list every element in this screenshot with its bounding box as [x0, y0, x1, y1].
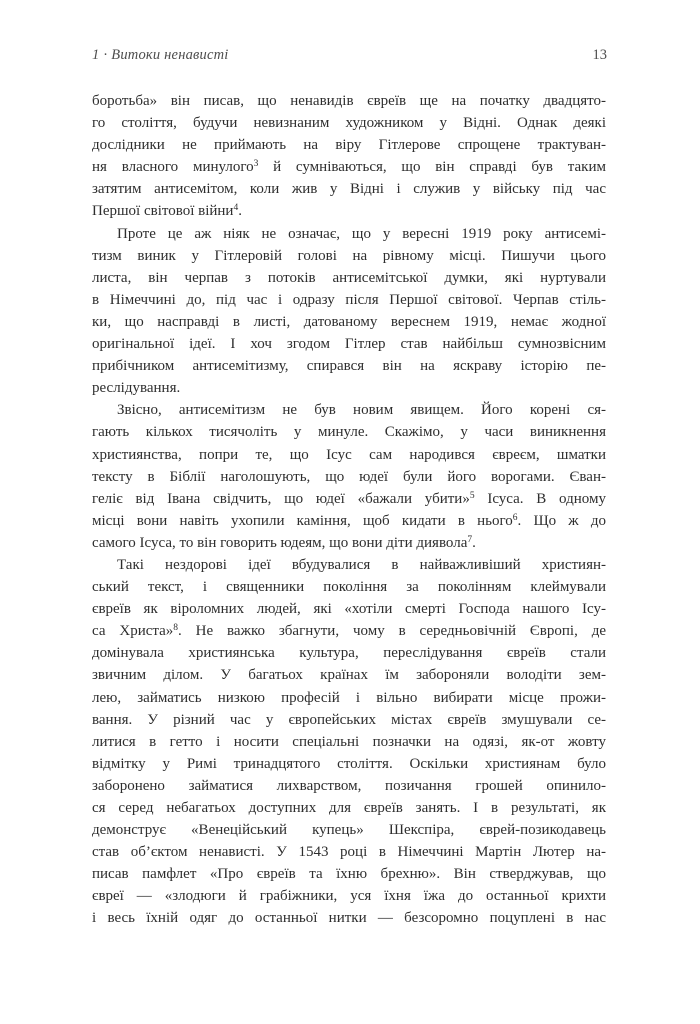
page-number: 13 — [592, 47, 607, 63]
running-header — [92, 47, 607, 64]
text-line: реслідування. — [92, 380, 181, 397]
text-line: демонструє «Венеційський купець» Шекспіра, єврей-позикодавець — [92, 822, 606, 839]
footnote-reference: 5 — [469, 490, 475, 501]
text-line: став об’єктом ненависті. У 1543 році в Німеччині Мартін Лютер на- — [92, 844, 606, 861]
paragraph — [92, 223, 606, 400]
text-line: і весь їхній одяг до останньої нитки — безсоромно поцуплені в нас — [92, 910, 606, 927]
text-line: домінувала християнська культура, переслідування євреїв стали — [92, 645, 606, 662]
chapter-separator: · — [103, 47, 108, 63]
text-line: заборонено займатися лихварством, позичання грошей опинило- — [92, 777, 606, 794]
text-line: тексту в Біблії наголошують, що юдеї були його ворогами. Єван- — [92, 468, 606, 485]
footnote-reference: 4 — [233, 203, 239, 214]
text-line: лею, займатись низкою професій і вільно вибирати місце прожи- — [92, 689, 606, 706]
text-line: самого Ісуса, то він говорить юдеям, що вони діти диявола$^7$. — [92, 534, 476, 551]
text-line: гають кількох тисячоліть у минуле. Скажімо, у часи виникнення — [92, 424, 606, 441]
text-line: християнства, попри те, що Ісус сам народився євреєм, шматки — [92, 446, 606, 463]
text-line: ки, що насправді в листі, датованому вереснем 1919, немає жодної — [92, 313, 606, 330]
text-line: литися в гетто і носити спеціальні позначки на одязі, як-от жовту — [92, 733, 606, 750]
page-body — [92, 90, 606, 930]
chapter-label — [92, 47, 229, 64]
text-line: Проте це аж ніяк не означає, що у вересні 1919 року антисемі- — [117, 225, 606, 242]
paragraph — [92, 399, 606, 554]
text-line: місці вони навіть ухопили каміння, щоб кидати в нього$^6$. Що ж до — [92, 512, 606, 529]
footnote-reference: 8 — [173, 623, 179, 634]
text-line: са Христа»$^8$. Не важко збагнути, чому в середньовічній Європі, де — [92, 623, 606, 640]
text-line: оригінальної ідеї. І хоч згодом Гітлер став найбільш сумнозвісним — [92, 336, 606, 353]
text-line: ня власного минулого$^3$ й сумніваються, що він справді був таким — [92, 159, 606, 176]
text-line: го століття, будучи невизнаним художником у Відні. Однак деякі — [92, 115, 606, 132]
text-line: боротьба» він писав, що ненавидів євреїв ще на початку двадцято- — [92, 93, 606, 109]
text-line: євреїв як віроломних людей, які «хотіли смерті Господа нашого Ісу- — [92, 601, 606, 618]
footnote-reference: 6 — [512, 512, 518, 523]
text-line: геліє від Івана свідчить, що юдеї «бажали убити»$^5$ Ісуса. В одному — [92, 490, 606, 507]
text-line: євреї — «злодюги й грабіжники, уся їхня їжа до останньої крихти — [92, 888, 606, 905]
footnote-reference: 3 — [253, 159, 259, 170]
text-line: відмітку у Римі тринадцятого століття. Оскільки християнам було — [92, 755, 606, 772]
text-line: ський текст, і священники покоління за поколінням клеймували — [92, 579, 606, 596]
footnote-reference: 7 — [467, 534, 473, 545]
text-line: писав памфлет «Про євреїв та їхню брехню». Він стверджував, що — [92, 866, 606, 883]
text-line: звичним ділом. У багатьох країнах їм забороняли володіти зем- — [92, 667, 606, 684]
text-line: Звісно, антисемітизм не був новим явищем. Його корені ся- — [117, 402, 606, 419]
text-line: ся серед небагатьох доступних для євреїв занять. І в результаті, як — [92, 800, 606, 816]
text-line: вання. У різний час у європейських містах євреїв змушували се- — [92, 711, 606, 728]
text-line: в Німеччині до, під час і одразу після Першої світової. Черпав стіль- — [92, 291, 606, 308]
text-line: Першої світової війни$^4$. — [92, 203, 242, 220]
chapter-number: 1 — [92, 47, 100, 63]
text-line: Такі нездорові ідеї вбудувалися в найважливіший християн- — [117, 556, 606, 573]
text-line: листа, він черпав з потоків антисемітської думки, які нуртували — [92, 269, 606, 286]
text-line: дослідники не приймають на віру Гітлерове спрощене трактуван- — [92, 137, 606, 154]
chapter-title: Витоки ненависті — [111, 47, 229, 63]
paragraph — [92, 90, 606, 223]
text-line: тизм виник у Гітлеровій голові на рівному місці. Пишучи цього — [92, 247, 606, 264]
paragraph — [92, 554, 606, 930]
text-line: прибічником антисемітизму, спирався він на яскраву історію пе- — [92, 358, 606, 375]
text-line: затятим антисемітом, коли жив у Відні і служив у війську під час — [92, 181, 606, 198]
